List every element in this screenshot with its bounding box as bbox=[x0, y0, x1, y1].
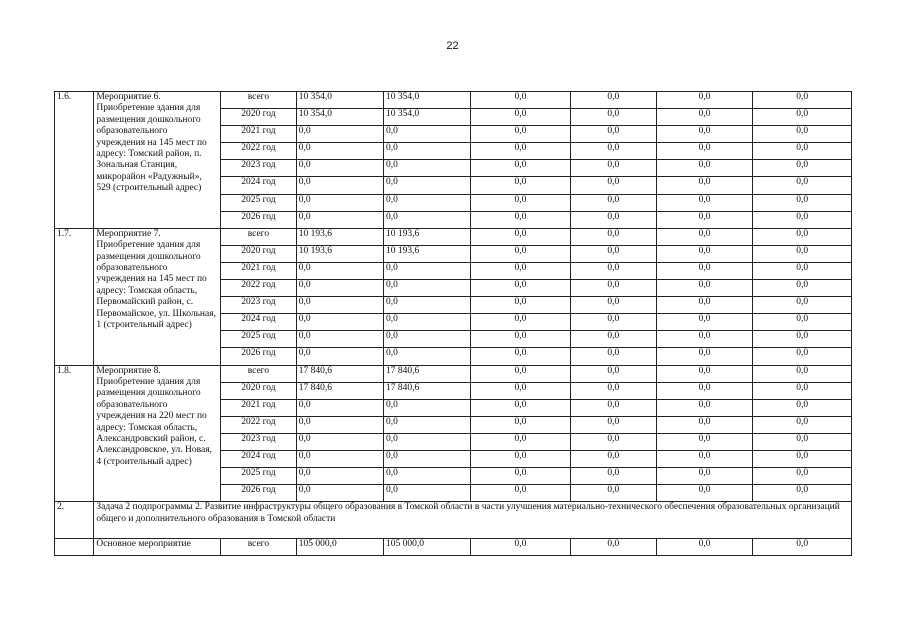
amount-cell: 0,0 bbox=[570, 331, 656, 348]
amount-cell: 0,0 bbox=[471, 109, 571, 126]
amount-cell: 0,0 bbox=[471, 468, 571, 485]
item-number bbox=[55, 539, 94, 556]
amount-cell: 0,0 bbox=[383, 485, 470, 502]
amount-cell: 0,0 bbox=[383, 194, 470, 211]
amount-cell: 105 000,0 bbox=[383, 539, 470, 556]
amount-cell: 0,0 bbox=[753, 314, 852, 331]
table-row bbox=[55, 228, 852, 245]
item-number: 1.8. bbox=[55, 365, 94, 502]
amount-cell: 0,0 bbox=[383, 211, 470, 228]
item-description: Мероприятие 7. Приобретение здания для размещения дошкольного образовательного учреждения на 145 мест по адресу: Томская область, Первомайский район, с. Первомайское, ул. Школьная, 1 (строительный адрес) bbox=[94, 228, 221, 365]
amount-cell: 0,0 bbox=[471, 228, 571, 245]
period-cell: 2021 год bbox=[221, 262, 297, 279]
amount-cell: 0,0 bbox=[656, 211, 753, 228]
amount-cell: 0,0 bbox=[656, 365, 753, 382]
item-description: Мероприятие 6. Приобретение здания для размещения дошкольного образовательного учреждения на 145 мест по адресу: Томский район, п. Зональная Станция, микрорайон «Радужный», 529 (строительный адрес) bbox=[94, 92, 221, 229]
amount-cell: 10 193,6 bbox=[383, 245, 470, 262]
task-row bbox=[55, 502, 852, 539]
amount-cell: 0,0 bbox=[656, 280, 753, 297]
task-text: Задача 2 подпрограммы 2. Развитие инфраструктуры общего образования в Томской области в части улучшения материально-технического обеспечения образовательных организаций общего и дополнительного образования в Томской области bbox=[94, 502, 852, 539]
page-number: 22 bbox=[446, 40, 459, 52]
amount-cell: 0,0 bbox=[471, 348, 571, 365]
item-description: Мероприятие 8. Приобретение здания для размещения дошкольного образовательного учреждения на 220 мест по адресу: Томская область, Александровский район, с. Александровское, ул. Новая, 4 (строительный адрес) bbox=[94, 365, 221, 502]
amount-cell: 0,0 bbox=[471, 433, 571, 450]
amount-cell: 0,0 bbox=[296, 143, 383, 160]
amount-cell: 0,0 bbox=[570, 109, 656, 126]
amount-cell: 0,0 bbox=[753, 485, 852, 502]
amount-cell: 0,0 bbox=[753, 160, 852, 177]
amount-cell: 0,0 bbox=[570, 143, 656, 160]
amount-cell: 0,0 bbox=[296, 399, 383, 416]
amount-cell: 0,0 bbox=[471, 245, 571, 262]
amount-cell: 0,0 bbox=[570, 194, 656, 211]
amount-cell: 0,0 bbox=[656, 228, 753, 245]
amount-cell: 0,0 bbox=[753, 382, 852, 399]
table-row bbox=[55, 92, 852, 109]
amount-cell: 0,0 bbox=[383, 177, 470, 194]
amount-cell: 10 193,6 bbox=[383, 228, 470, 245]
amount-cell: 0,0 bbox=[471, 314, 571, 331]
amount-cell: 0,0 bbox=[753, 468, 852, 485]
amount-cell: 0,0 bbox=[753, 539, 852, 556]
amount-cell: 0,0 bbox=[383, 399, 470, 416]
amount-cell: 0,0 bbox=[570, 297, 656, 314]
amount-cell: 0,0 bbox=[656, 450, 753, 467]
amount-cell: 0,0 bbox=[471, 143, 571, 160]
amount-cell: 0,0 bbox=[471, 331, 571, 348]
amount-cell: 0,0 bbox=[296, 416, 383, 433]
period-cell: 2023 год bbox=[221, 297, 297, 314]
amount-cell: 17 840,6 bbox=[296, 365, 383, 382]
period-cell: 2024 год bbox=[221, 314, 297, 331]
amount-cell: 0,0 bbox=[471, 382, 571, 399]
amount-cell: 0,0 bbox=[656, 348, 753, 365]
period-cell: 2025 год bbox=[221, 331, 297, 348]
amount-cell: 0,0 bbox=[383, 331, 470, 348]
amount-cell: 0,0 bbox=[570, 126, 656, 143]
amount-cell: 0,0 bbox=[656, 399, 753, 416]
amount-cell: 0,0 bbox=[753, 433, 852, 450]
period-cell: 2026 год bbox=[221, 485, 297, 502]
amount-cell: 0,0 bbox=[753, 450, 852, 467]
period-cell: 2025 год bbox=[221, 468, 297, 485]
amount-cell: 10 354,0 bbox=[383, 109, 470, 126]
period-cell: 2022 год bbox=[221, 143, 297, 160]
amount-cell: 10 354,0 bbox=[296, 92, 383, 109]
period-cell: всего bbox=[221, 539, 297, 556]
period-cell: всего bbox=[221, 228, 297, 245]
amount-cell: 0,0 bbox=[753, 297, 852, 314]
amount-cell: 105 000,0 bbox=[296, 539, 383, 556]
amount-cell: 0,0 bbox=[471, 297, 571, 314]
amount-cell: 0,0 bbox=[753, 177, 852, 194]
amount-cell: 0,0 bbox=[656, 126, 753, 143]
amount-cell: 0,0 bbox=[296, 468, 383, 485]
amount-cell: 17 840,6 bbox=[296, 382, 383, 399]
amount-cell: 0,0 bbox=[570, 433, 656, 450]
amount-cell: 0,0 bbox=[570, 245, 656, 262]
period-cell: всего bbox=[221, 365, 297, 382]
amount-cell: 0,0 bbox=[570, 348, 656, 365]
amount-cell: 0,0 bbox=[570, 211, 656, 228]
amount-cell: 0,0 bbox=[471, 160, 571, 177]
amount-cell: 0,0 bbox=[570, 228, 656, 245]
period-cell: 2024 год bbox=[221, 177, 297, 194]
amount-cell: 0,0 bbox=[570, 468, 656, 485]
amount-cell: 0,0 bbox=[383, 280, 470, 297]
amount-cell: 0,0 bbox=[383, 297, 470, 314]
amount-cell: 0,0 bbox=[753, 262, 852, 279]
amount-cell: 0,0 bbox=[570, 92, 656, 109]
amount-cell: 0,0 bbox=[471, 539, 571, 556]
amount-cell: 0,0 bbox=[383, 416, 470, 433]
amount-cell: 0,0 bbox=[570, 416, 656, 433]
period-cell: 2026 год bbox=[221, 348, 297, 365]
amount-cell: 0,0 bbox=[753, 109, 852, 126]
amount-cell: 0,0 bbox=[471, 416, 571, 433]
period-cell: 2021 год bbox=[221, 126, 297, 143]
amount-cell: 0,0 bbox=[753, 92, 852, 109]
amount-cell: 0,0 bbox=[656, 314, 753, 331]
amount-cell: 0,0 bbox=[471, 485, 571, 502]
amount-cell: 0,0 bbox=[753, 228, 852, 245]
period-cell: 2026 год bbox=[221, 211, 297, 228]
amount-cell: 0,0 bbox=[753, 399, 852, 416]
amount-cell: 0,0 bbox=[753, 365, 852, 382]
amount-cell: 0,0 bbox=[570, 262, 656, 279]
table-row bbox=[55, 365, 852, 382]
amount-cell: 0,0 bbox=[471, 126, 571, 143]
amount-cell: 0,0 bbox=[383, 160, 470, 177]
funding-table bbox=[54, 91, 852, 556]
amount-cell: 0,0 bbox=[570, 160, 656, 177]
amount-cell: 0,0 bbox=[656, 109, 753, 126]
task-number: 2. bbox=[55, 502, 94, 539]
period-cell: 2023 год bbox=[221, 433, 297, 450]
amount-cell: 0,0 bbox=[656, 539, 753, 556]
period-cell: 2022 год bbox=[221, 416, 297, 433]
period-cell: 2021 год bbox=[221, 399, 297, 416]
amount-cell: 0,0 bbox=[570, 399, 656, 416]
amount-cell: 0,0 bbox=[656, 297, 753, 314]
period-cell: 2022 год bbox=[221, 280, 297, 297]
amount-cell: 0,0 bbox=[296, 262, 383, 279]
amount-cell: 0,0 bbox=[296, 348, 383, 365]
amount-cell: 0,0 bbox=[656, 262, 753, 279]
period-cell: 2020 год bbox=[221, 382, 297, 399]
amount-cell: 0,0 bbox=[383, 126, 470, 143]
amount-cell: 17 840,6 bbox=[383, 382, 470, 399]
item-description: Основное мероприятие bbox=[94, 539, 221, 556]
amount-cell: 0,0 bbox=[753, 348, 852, 365]
amount-cell: 0,0 bbox=[570, 280, 656, 297]
period-cell: 2020 год bbox=[221, 109, 297, 126]
amount-cell: 0,0 bbox=[471, 399, 571, 416]
period-cell: 2023 год bbox=[221, 160, 297, 177]
amount-cell: 0,0 bbox=[656, 433, 753, 450]
amount-cell: 0,0 bbox=[296, 485, 383, 502]
amount-cell: 0,0 bbox=[296, 160, 383, 177]
period-cell: 2024 год bbox=[221, 450, 297, 467]
amount-cell: 0,0 bbox=[753, 211, 852, 228]
amount-cell: 0,0 bbox=[471, 450, 571, 467]
amount-cell: 0,0 bbox=[570, 365, 656, 382]
amount-cell: 0,0 bbox=[296, 433, 383, 450]
amount-cell: 0,0 bbox=[656, 245, 753, 262]
amount-cell: 0,0 bbox=[383, 314, 470, 331]
amount-cell: 0,0 bbox=[296, 450, 383, 467]
amount-cell: 0,0 bbox=[570, 539, 656, 556]
amount-cell: 0,0 bbox=[471, 365, 571, 382]
amount-cell: 0,0 bbox=[656, 485, 753, 502]
table-row bbox=[55, 539, 852, 556]
amount-cell: 0,0 bbox=[753, 194, 852, 211]
amount-cell: 0,0 bbox=[753, 143, 852, 160]
amount-cell: 0,0 bbox=[296, 211, 383, 228]
period-cell: 2025 год bbox=[221, 194, 297, 211]
amount-cell: 0,0 bbox=[656, 416, 753, 433]
period-cell: всего bbox=[221, 92, 297, 109]
amount-cell: 0,0 bbox=[296, 331, 383, 348]
amount-cell: 0,0 bbox=[570, 382, 656, 399]
amount-cell: 0,0 bbox=[753, 416, 852, 433]
amount-cell: 0,0 bbox=[753, 126, 852, 143]
amount-cell: 0,0 bbox=[656, 382, 753, 399]
amount-cell: 10 354,0 bbox=[296, 109, 383, 126]
amount-cell: 0,0 bbox=[570, 450, 656, 467]
amount-cell: 0,0 bbox=[296, 297, 383, 314]
amount-cell: 17 840,6 bbox=[383, 365, 470, 382]
amount-cell: 0,0 bbox=[296, 177, 383, 194]
amount-cell: 0,0 bbox=[296, 194, 383, 211]
amount-cell: 0,0 bbox=[656, 331, 753, 348]
amount-cell: 0,0 bbox=[383, 348, 470, 365]
amount-cell: 0,0 bbox=[296, 314, 383, 331]
amount-cell: 0,0 bbox=[753, 331, 852, 348]
amount-cell: 0,0 bbox=[656, 143, 753, 160]
amount-cell: 0,0 bbox=[753, 280, 852, 297]
amount-cell: 0,0 bbox=[296, 280, 383, 297]
amount-cell: 0,0 bbox=[656, 194, 753, 211]
amount-cell: 0,0 bbox=[383, 450, 470, 467]
amount-cell: 0,0 bbox=[753, 245, 852, 262]
amount-cell: 0,0 bbox=[656, 160, 753, 177]
amount-cell: 0,0 bbox=[471, 262, 571, 279]
amount-cell: 0,0 bbox=[383, 262, 470, 279]
period-cell: 2020 год bbox=[221, 245, 297, 262]
amount-cell: 10 193,6 bbox=[296, 245, 383, 262]
item-number: 1.6. bbox=[55, 92, 94, 229]
amount-cell: 0,0 bbox=[471, 211, 571, 228]
amount-cell: 0,0 bbox=[656, 92, 753, 109]
amount-cell: 0,0 bbox=[383, 433, 470, 450]
amount-cell: 0,0 bbox=[471, 194, 571, 211]
amount-cell: 0,0 bbox=[471, 177, 571, 194]
amount-cell: 10 354,0 bbox=[383, 92, 470, 109]
amount-cell: 0,0 bbox=[570, 485, 656, 502]
amount-cell: 10 193,6 bbox=[296, 228, 383, 245]
amount-cell: 0,0 bbox=[656, 177, 753, 194]
item-number: 1.7. bbox=[55, 228, 94, 365]
amount-cell: 0,0 bbox=[471, 280, 571, 297]
amount-cell: 0,0 bbox=[471, 92, 571, 109]
amount-cell: 0,0 bbox=[570, 314, 656, 331]
amount-cell: 0,0 bbox=[296, 126, 383, 143]
amount-cell: 0,0 bbox=[656, 468, 753, 485]
amount-cell: 0,0 bbox=[383, 468, 470, 485]
amount-cell: 0,0 bbox=[383, 143, 470, 160]
amount-cell: 0,0 bbox=[570, 177, 656, 194]
